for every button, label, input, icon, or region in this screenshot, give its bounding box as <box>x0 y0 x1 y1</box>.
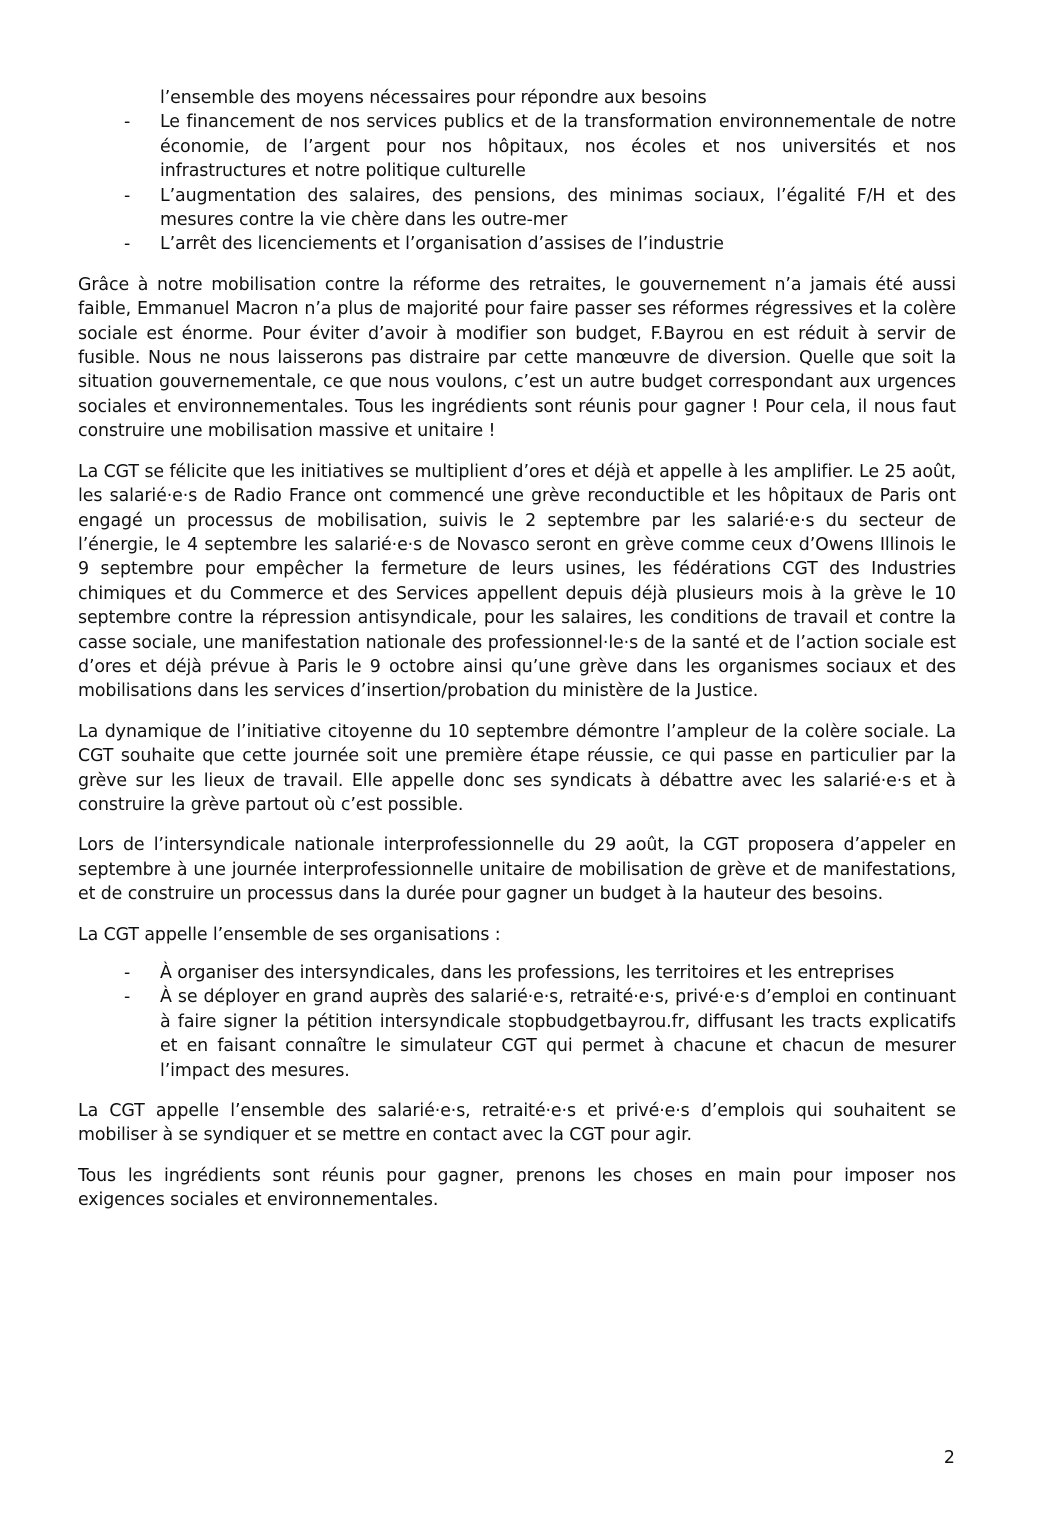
dash-bullet: - <box>124 987 131 1008</box>
paragraph-appel-organisations: La CGT appelle l’ensemble de ses organisations : <box>78 924 501 945</box>
paragraph-intersyndicale: Lors de l’intersyndicale nationale interprofessionnelle du 29 août, la CGT proposera d’appeler en septembre à une journée interprofessionnelle unitaire de mobilisation de grève et de manifestations, et de construire un processus dans la durée pour gagner un budget à la hauteur des besoins. <box>78 835 956 905</box>
dash-bullet: - <box>124 185 131 206</box>
organisations-list <box>78 961 956 1083</box>
demands-list <box>78 110 956 256</box>
paragraph-conclusion: Tous les ingrédients sont réunis pour gagner, prenons les choses en main pour imposer nos exigences sociales et environnementales. <box>78 1165 956 1211</box>
dash-bullet: - <box>124 963 131 983</box>
paragraph-syndiquer: La CGT appelle l’ensemble des salarié·e·s, retraité·e·s et privé·e·s d’emplois qui souhaitent se mobiliser à se syndiquer et se mettre en contact avec la CGT pour agir. <box>78 1101 956 1146</box>
list-item <box>78 184 956 233</box>
list-item <box>78 985 956 1083</box>
document-body <box>78 86 956 1229</box>
list-item <box>78 232 956 256</box>
list-item-text: À se déployer en grand auprès des salarié·e·s, retraité·e·s, privé·e·s d’emploi en continuant à faire signer la pétition intersyndicale stopbudgetbayrou.fr, diffusant les tracts explicatifs et en faisant connaître le simulateur CGT qui permet à chacune et chacun de mesurer l’impact des mesures. <box>160 987 956 1081</box>
list-item-text: Le financement de nos services publics et de la transformation environnementale de notre économie, de l’argent pour nos hôpitaux, nos écoles et nos universités et nos infrastructures et notre politique culturelle <box>160 112 956 182</box>
list-continuation: l’ensemble des moyens nécessaires pour répondre aux besoins <box>160 88 707 108</box>
dash-bullet: - <box>124 112 131 133</box>
list-item-text: À organiser des intersyndicales, dans les professions, les territoires et les entreprises <box>160 963 895 983</box>
dash-bullet: - <box>124 234 131 255</box>
paragraph-10-septembre: La dynamique de l’initiative citoyenne du 10 septembre démontre l’ampleur de la colère sociale. La CGT souhaite que cette journée soit une première étape réussie, ce qui passe en particulier par la grève sur les lieux de travail. Elle appelle donc ses syndicats à débattre avec les salarié·e·s et à construire la grève partout où c’est possible. <box>78 721 956 815</box>
list-item <box>78 110 956 183</box>
list-item-text: L’arrêt des licenciements et l’organisation d’assises de l’industrie <box>160 234 724 255</box>
page-number: 2 <box>943 1448 955 1468</box>
paragraph-initiatives: La CGT se félicite que les initiatives se multiplient d’ores et déjà et appelle à les amplifier. Le 25 août, les salarié·e·s de Radio France ont commencé une grève reconductible et les hôpitaux de Paris ont engagé un processus de mobilisation, suivis le 2 septembre par les salarié·e·s du secteur de l’énergie, le 4 septembre les salarié·e·s de Novasco seront en grève comme ceux d’Owens Illinois le 9 septembre pour empêcher la fermeture de leurs usines, les fédérations CGT des Industries chimiques et du Commerce et des Services appellent depuis déjà plusieurs mois à la grève le 10 septembre contre la répression antisyndicale, pour les salaires, les conditions de travail et contre la casse sociale, une manifestation nationale des professionnel·le·s de la santé et de l’action sociale est d’ores et déjà prévue à Paris le 9 octobre ainsi qu’une grève dans les organismes sociaux et des mobilisations dans les services d’insertion/probation du ministère de la Justice. <box>78 461 956 702</box>
list-item-text: L’augmentation des salaires, des pensions, des minimas sociaux, l’égalité F/H et des mesures contre la vie chère dans les outre-mer <box>160 185 956 231</box>
list-item <box>78 961 956 985</box>
paragraph-mobilisation: Grâce à notre mobilisation contre la réforme des retraites, le gouvernement n’a jamais été aussi faible, Emmanuel Macron n’a plus de majorité pour faire passer ses réformes régressives et la colère sociale est énorme. Pour éviter d’avoir à modifier son budget, F.Bayrou en est réduit à servir de fusible. Nous ne nous laisserons pas distraire par cette manœuvre de diversion. Quelle que soit la situation gouvernementale, ce que nous voulons, c’est un autre budget correspondant aux urgences sociales et environnementales. Tous les ingrédients sont réunis pour gagner ! Pour cela, il nous faut construire une mobilisation massive et unitaire ! <box>78 274 956 442</box>
